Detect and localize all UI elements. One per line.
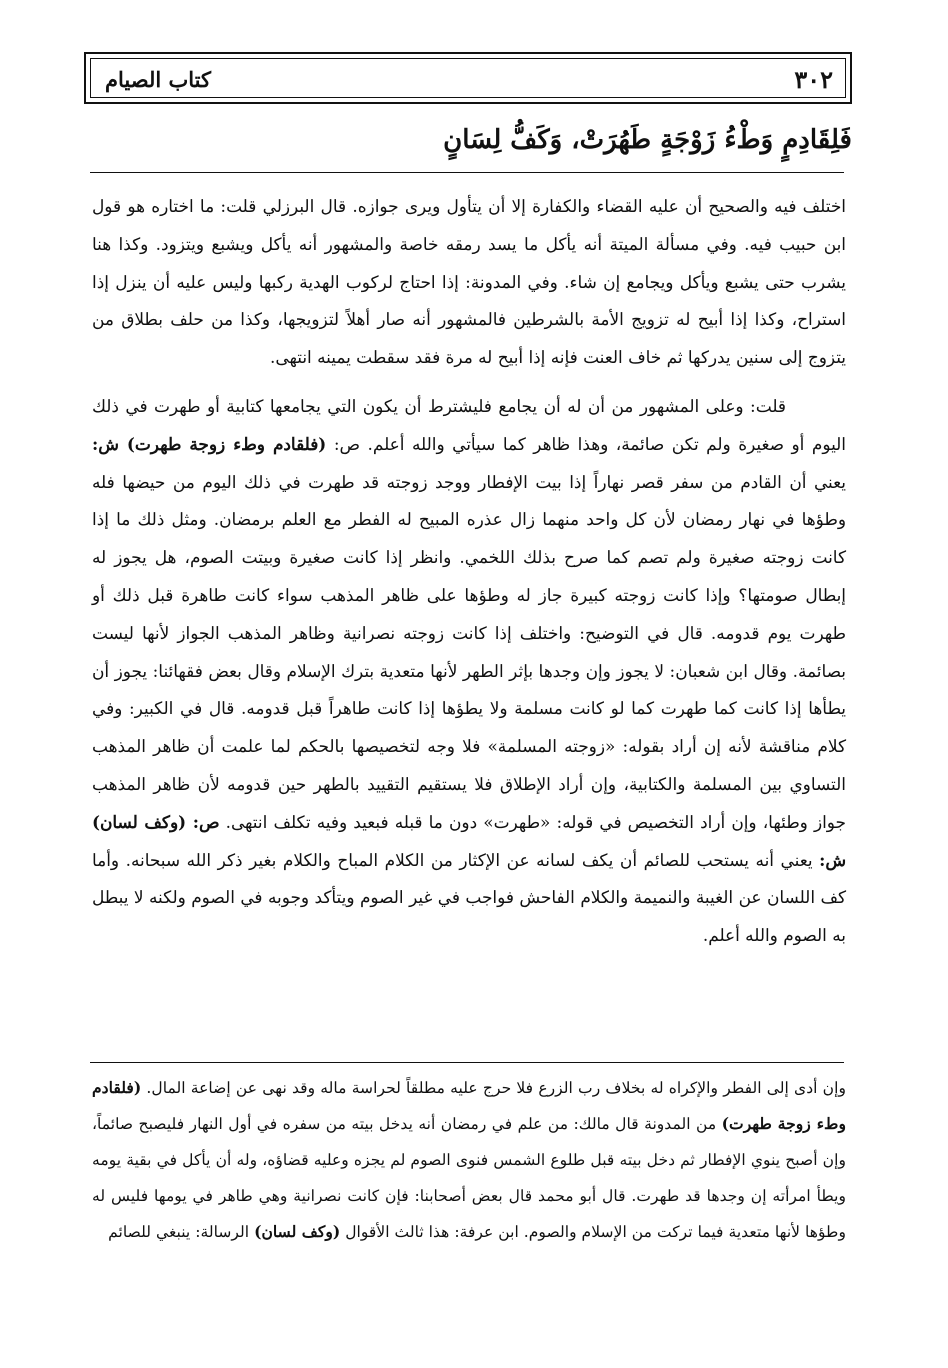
footnote-text: من المدونة قال مالك: من علم في رمضان أنه يدخل بيته من سفره في أول النهار فليصبح صائماً، وإن أصبح ينوي الإفطار ثم دخل بيته قبل طلوع الشمس فنوى الصوم لم يجزه وعليه قضاؤه، وله أن يأكل في بقية يومه ويطأ امرأته إن وجدها قد طهرت. قال أبو محمد قال بعض أصحابنا: فإن كانت نصرانية وهي طاهر في يومها فليس له وطؤها لأنها متعدية فيما تركت من الإسلام والصوم. ابن عرفة: هذا ثالث الأقوال	[92, 1115, 846, 1241]
footnote-body	[92, 1070, 846, 1250]
top-divider	[90, 172, 844, 173]
commentary-paragraph	[92, 388, 846, 955]
footnote-paragraph	[92, 1070, 846, 1250]
commentary-text: يعني أنه يستحب للصائم أن يكف لسانه عن الإكثار من الكلام المباح والكلام بغير ذكر الله سبحانه. وأما كف اللسان عن الغيبة والنميمة والكلام الفاحش فواجب في غير الصوم ويتأكد وجوبه في الصوم ولكنه لا يبطل به الصوم والله أعلم.	[92, 849, 846, 946]
footnote-quote: (فلقادم وطء زوجة طهرت)	[92, 1078, 846, 1133]
footnote-text: وإن أدى إلى الفطر والإكراه له بخلاف رب الزرع فلا حرج عليه مطلقاً لحراسة ماله وقد نهى عن إضاعة المال.	[146, 1079, 846, 1097]
commentary-text: يعني أن القادم من سفر قصر نهاراً إذا بيت الإفطار ووجد زوجته قد طهرت في ذلك اليوم من حيضها فله وطؤها في نهار رمضان لأن كل واحد منهما زال عذره المبيح له الفطر مع العلم برمضان. ومثل ذلك ما إذا كانت زوجته صغيرة ولم تصم كما صرح بذلك اللخمي. وانظر إذا كانت صغيرة وبيتت الصوم، هل يجوز له إبطال صومتها؟ وإذا كانت زوجته كبيرة جاز له وطؤها على ظاهر المذهب سواء كانت طاهرة قبل ذلك أو طهرت يوم قدومه. قال في التوضيح: واختلف إذا كانت زوجته نصرانية وظاهر المذهب الجواز لأنها ليست بصائمة. وقال ابن شعبان: لا يجوز وإن وجدها بإثر الطهر لأنها متعدية بترك الإسلام وقال بعض فقهائنا: يجوز أن يطأها إذا كانت كما طهرت كما لو كانت مسلمة ولا يطؤها إذا كانت طاهراً قبل قدومه. قال في الكبير: وفي كلام مناقشة لأنه إن أراد بقوله: «زوجته المسلمة» فلا وجه لتخصيصها بالحكم لما علمت أن ظاهر المذهب التساوي بين المسلمة والكتابية، وإن أراد الإطلاق فلا يستقيم التقييد بالطهر حين قدومه لأن ظاهر المذهب جواز وطئها، وإن أراد التخصيص في قوله: «طهرت» دون ما قبله فبعيد وفيه تكلف انتهى.	[92, 471, 846, 832]
page-number: ٣٠٢	[794, 65, 833, 94]
header-inner-frame	[90, 58, 846, 98]
matn-verse: فَلِقَادِمٍ وَطْءُ زَوْجَةٍ طَهُرَتْ، وَكَفُّ لِسَانٍ	[443, 125, 852, 155]
page-header	[84, 52, 852, 104]
commentary-body	[92, 188, 846, 966]
matn-quote: ص: (وكف لسان) ش:	[92, 811, 846, 870]
commentary-text: قلت: وعلى المشهور من أن له أن يجامع فليشترط أن يكون التي يجامعها كتابية أو طهرت في ذلك اليوم أو صغيرة ولم تكن صائمة، وهذا ظاهر كما سيأتي والله أعلم. ص:	[92, 395, 846, 454]
book-title: كتاب الصيام	[105, 67, 211, 92]
matn-quote: (فلقادم وطء زوجة طهرت) ش:	[92, 433, 327, 454]
footnote-quote: (وكف لسان)	[254, 1222, 341, 1241]
footnote-divider	[90, 1062, 844, 1063]
footnote-text: الرسالة: ينبغي للصائم	[108, 1223, 250, 1241]
commentary-paragraph: اختلف فيه والصحيح أن عليه القضاء والكفارة إلا أن يتأول ويرى جوازه. قال البرزلي قلت: ما اختاره هو قول ابن حبيب فيه. وفي مسألة الميتة أنه يأكل ما يسد رمقه خاصة والمشهور أنه يأكل ويشبع ويتزود. وكذا هنا يشرب حتى يشبع ويأكل ويجامع إن شاء. وفي المدونة: إذا احتاج لركوب الهدية ركبها وليس عليه أن ينزل إذا استراح، وكذا إذا أبيح له تزويج الأمة بالشرطين فالمشهور أنه صار أهلاً لتزويجها، وكذا من حلف بطلاق من يتزوج إلى سنين يدركها ثم خاف العنت فإنه إذا أبيح له مرة فقد سقطت يمينه انتهى.	[92, 196, 846, 368]
